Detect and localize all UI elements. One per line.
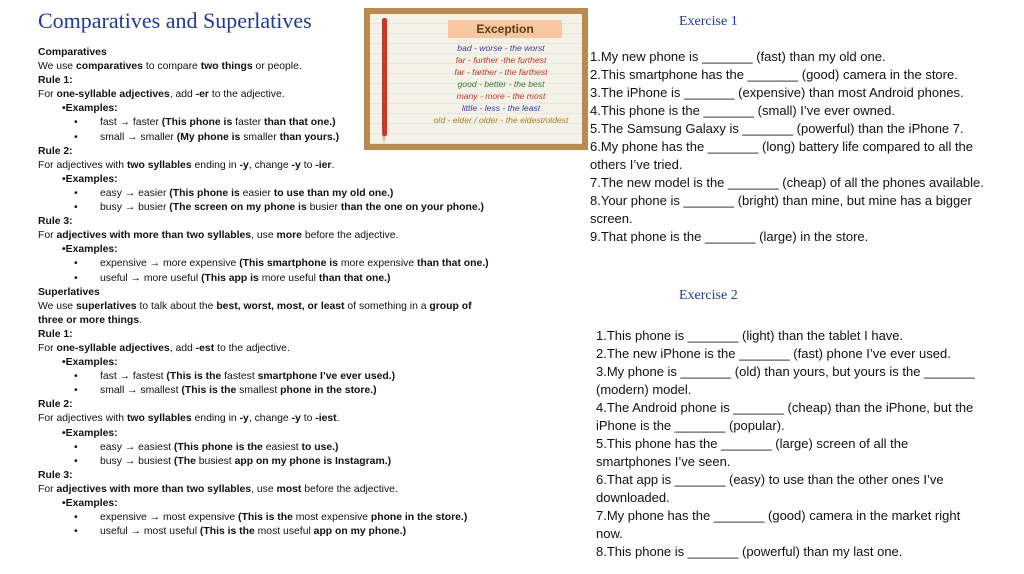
exercise-question: 7.The new model is the _______ (cheap) of all the phones available.	[590, 175, 984, 190]
exercise-question: 1.My new phone is _______ (fast) than my old one.	[590, 49, 886, 64]
example-item: • small → smallest (This is the smallest phone in the store.)	[74, 385, 377, 397]
exercise-question: 4.The Android phone is _______ (cheap) than the iPhone, but the iPhone is the _______ (popular).	[596, 400, 974, 433]
exercise-question: 6.That app is _______ (easy) to use than the other ones I’ve downloaded.	[596, 472, 944, 505]
text-segment: small → smaller	[100, 131, 174, 143]
exception-row: far - further -the furthest	[455, 55, 547, 65]
bold-segment: -y	[291, 413, 301, 425]
text-segment: faster	[235, 117, 262, 129]
text-segment: before the adjective.	[301, 230, 399, 242]
text-segment: to the adjective.	[214, 342, 290, 354]
exercise-question: 5.The Samsung Galaxy is _______ (powerful) than the iPhone 7.	[590, 121, 964, 136]
text-segment: For adjectives with	[38, 159, 127, 171]
text-segment: , change	[248, 159, 292, 171]
example-item: • expensive → most expensive (This is the most expensive phone in the store.)	[74, 512, 468, 524]
text-segment: busy → busiest	[100, 455, 172, 467]
example-item: • expensive → more expensive (This smartphone is more expensive than that one.)	[74, 258, 489, 270]
bold-segment: to use.)	[298, 441, 339, 453]
text-segment: .	[139, 314, 142, 326]
exception-heading: Exception	[448, 20, 562, 38]
example-item: • fast → faster (This phone is faster than that one.)	[74, 117, 336, 129]
rule-text	[38, 159, 558, 173]
bold-segment: adjectives with more than two syllables	[56, 230, 252, 242]
bold-segment: more	[276, 230, 302, 242]
bold-segment: app on my phone is Instagram.)	[231, 455, 392, 467]
text-segment: fast → faster	[100, 117, 159, 129]
rule-text	[38, 229, 558, 243]
exception-row: many - more - the most	[456, 91, 546, 101]
bold-segment: (This app is	[198, 272, 262, 284]
bold-segment: -y	[239, 413, 249, 425]
text-segment: before the adjective.	[301, 483, 398, 495]
bold-segment: smartphone I’ve ever used.)	[254, 371, 396, 383]
bold-segment: phone in the store.)	[277, 385, 377, 397]
bold-segment: (This smartphone is	[236, 258, 341, 270]
text-segment: For adjectives with	[38, 413, 127, 425]
text-segment: more useful	[261, 272, 316, 284]
rule-label: Rule 2:	[38, 145, 73, 157]
bold-segment: -y	[291, 159, 301, 171]
bold-segment: than that one.)	[414, 258, 489, 270]
bold-segment: (The screen on my phone is	[166, 202, 310, 214]
comparatives-heading: Comparatives	[38, 47, 107, 58]
text-segment: to	[300, 413, 316, 425]
text-segment: useful → more useful	[100, 272, 199, 284]
exercise-question: 8.This phone is _______ (powerful) than my last one.	[596, 544, 903, 559]
text-segment: useful → most useful	[100, 526, 198, 538]
bold-segment: app on my phone.)	[310, 526, 407, 538]
bold-segment: (This is the	[178, 385, 240, 397]
text-segment: We use	[38, 300, 76, 312]
text-segment: or people.	[252, 61, 302, 73]
page-title: Comparatives and Superlatives	[38, 8, 312, 33]
text-segment: busiest	[198, 455, 232, 467]
text-segment: For	[38, 230, 57, 242]
example-item: • small → smaller (My phone is smaller than yours.)	[74, 131, 340, 143]
bold-segment: group of three or more things	[38, 300, 472, 326]
superlatives-heading: Superlatives	[38, 286, 100, 298]
bold-segment: -est	[195, 342, 215, 354]
rule-label: Rule 1:	[38, 75, 73, 87]
text-segment: easy → easiest	[100, 441, 172, 453]
rule-label: Rule 1:	[38, 328, 73, 340]
exception-row: old - elder / older - the eldest/oldest	[433, 115, 569, 125]
rule-text	[38, 412, 558, 426]
superlatives-intro	[38, 300, 488, 328]
bold-segment: two syllables	[126, 413, 192, 425]
text-segment: easy → easier	[100, 187, 167, 199]
text-segment: , change	[248, 413, 292, 425]
text-segment: easier	[242, 187, 271, 199]
bold-segment: than the one on your phone.)	[337, 202, 484, 214]
bold-segment: (The	[171, 455, 199, 467]
text-segment: smaller	[243, 131, 277, 143]
exercise-1-list	[590, 48, 990, 246]
bold-segment: (This phone is the	[171, 441, 266, 453]
bold-segment: -er	[195, 89, 209, 101]
text-segment: to talk about the	[136, 300, 217, 312]
bold-segment: superlatives	[75, 300, 137, 312]
bold-segment: most	[276, 483, 302, 495]
text-segment: , add	[169, 342, 196, 354]
text-segment: For	[38, 89, 57, 101]
text-segment: expensive → more expensive	[100, 258, 237, 270]
bold-segment: best, worst, most, or least	[216, 300, 345, 312]
bold-segment: one-syllable adjectives	[56, 342, 170, 354]
exercise-question: 3.My phone is _______ (old) than yours, but yours is the _______ (modern) model.	[596, 364, 975, 397]
example-item: • easy → easier (This phone is easier to use than my old one.)	[74, 187, 394, 199]
exercise-question: 4.This phone is the _______ (small) I’ve ever owned.	[590, 103, 895, 118]
rule-label: Rule 2:	[38, 399, 73, 411]
example-item: • useful → most useful (This is the most useful app on my phone.)	[74, 526, 407, 538]
exercise-question: 2.This smartphone has the _______ (good) camera in the store.	[590, 67, 958, 82]
exercise-2-list	[596, 327, 976, 561]
text-segment: busier	[309, 202, 338, 214]
bold-segment: to use than my old one.)	[270, 187, 394, 199]
bold-segment: (This phone is	[158, 117, 236, 129]
rule-label: Rule 3:	[38, 469, 73, 481]
bold-segment: -ier	[315, 159, 332, 171]
exercise-question: 3.The iPhone is _______ (expensive) than most Android phones.	[590, 85, 964, 100]
bold-segment: -y	[239, 159, 249, 171]
text-segment: For	[38, 342, 57, 354]
grammar-notes	[38, 46, 558, 539]
bold-segment: one-syllable adjectives	[56, 89, 170, 101]
bold-segment: comparatives	[75, 61, 143, 73]
examples-label: • Examples:	[38, 102, 558, 116]
text-segment: to	[300, 159, 316, 171]
examples-label: • Examples:	[38, 173, 558, 187]
text-segment: ending in	[191, 413, 240, 425]
rule-text	[38, 88, 558, 102]
text-segment: , add	[169, 89, 196, 101]
text-segment: .	[336, 413, 340, 425]
exercise-1-title: Exercise 1	[679, 14, 738, 29]
bold-segment: (This is the	[235, 512, 296, 524]
examples-label: • Examples:	[38, 243, 558, 257]
example-item: • easy → easiest (This phone is the easiest to use.)	[74, 441, 339, 453]
text-segment: smallest	[239, 385, 278, 397]
text-segment: more expensive	[340, 258, 415, 270]
examples-label: • Examples:	[38, 497, 558, 511]
text-segment: busy → busier	[100, 202, 167, 214]
exception-row: far - farther - the farthest	[454, 67, 548, 77]
rule-text	[38, 483, 558, 497]
example-item: • fast → fastest (This is the fastest smartphone I’ve ever used.)	[74, 371, 396, 383]
examples-label: • Examples:	[38, 356, 558, 370]
text-segment: most useful	[257, 526, 311, 538]
examples-label: • Examples:	[38, 427, 558, 441]
text-segment: .	[331, 159, 335, 171]
exercise-question: 9.That phone is the _______ (large) in the store.	[590, 229, 869, 244]
example-item: • useful → more useful (This app is more useful than that one.)	[74, 272, 391, 284]
text-segment: to the adjective.	[208, 89, 285, 101]
exercise-question: 6.My phone has the _______ (long) battery life compared to all the others I’ve tried.	[590, 139, 974, 172]
bold-segment: two syllables	[126, 159, 192, 171]
text-segment: fast → fastest	[100, 371, 164, 383]
rule-text	[38, 342, 558, 356]
rule-label: Rule 3:	[38, 216, 73, 228]
exercise-question: 5.This phone has the _______ (large) screen of all the smartphones I’ve seen.	[596, 436, 909, 469]
text-segment: For	[38, 483, 57, 495]
exception-row: bad - worse - the worst	[457, 43, 545, 53]
bold-segment: phone in the store.)	[367, 512, 468, 524]
bold-segment: -iest	[315, 413, 337, 425]
exercise-question: 8.Your phone is _______ (bright) than mine, but mine has a bigger screen.	[590, 193, 972, 226]
bold-segment: than yours.)	[276, 131, 340, 143]
text-segment: , use	[251, 483, 277, 495]
example-item: • busy → busiest (The busiest app on my phone is Instagram.)	[74, 455, 392, 467]
exercise-question: 7.My phone has the _______ (good) camera in the market right now.	[596, 508, 961, 541]
text-segment: , use	[251, 230, 277, 242]
text-segment: easiest	[265, 441, 299, 453]
bold-segment: than that one.)	[316, 272, 391, 284]
text-segment: fastest	[224, 371, 255, 383]
bold-segment: (My phone is	[173, 131, 244, 143]
exercise-question: 2.The new iPhone is the _______ (fast) phone I’ve ever used.	[596, 346, 951, 361]
example-item: • busy → busier (The screen on my phone is busier than the one on your phone.)	[74, 202, 484, 214]
bold-segment: two things	[200, 61, 253, 73]
bold-segment: (This phone is	[166, 187, 243, 199]
exception-row: good - better - the best	[457, 79, 545, 89]
text-segment: small → smallest	[100, 385, 179, 397]
bold-segment: (This is the	[163, 371, 225, 383]
text-segment: expensive → most expensive	[100, 512, 236, 524]
bold-segment: than that one.)	[261, 117, 336, 129]
text-segment: We use	[38, 61, 76, 73]
bold-segment: adjectives with more than two syllables	[56, 483, 252, 495]
bold-segment: (This is the	[197, 526, 258, 538]
exercise-2-title: Exercise 2	[679, 288, 738, 303]
text-segment: to compare	[142, 61, 201, 73]
text-segment: of something in a	[344, 300, 430, 312]
exception-row: little - less - the least	[461, 103, 541, 113]
exercise-question: 1.This phone is _______ (light) than the tablet I have.	[596, 328, 904, 343]
text-segment: most expensive	[295, 512, 368, 524]
text-segment: ending in	[191, 159, 240, 171]
comparatives-intro	[38, 60, 558, 74]
